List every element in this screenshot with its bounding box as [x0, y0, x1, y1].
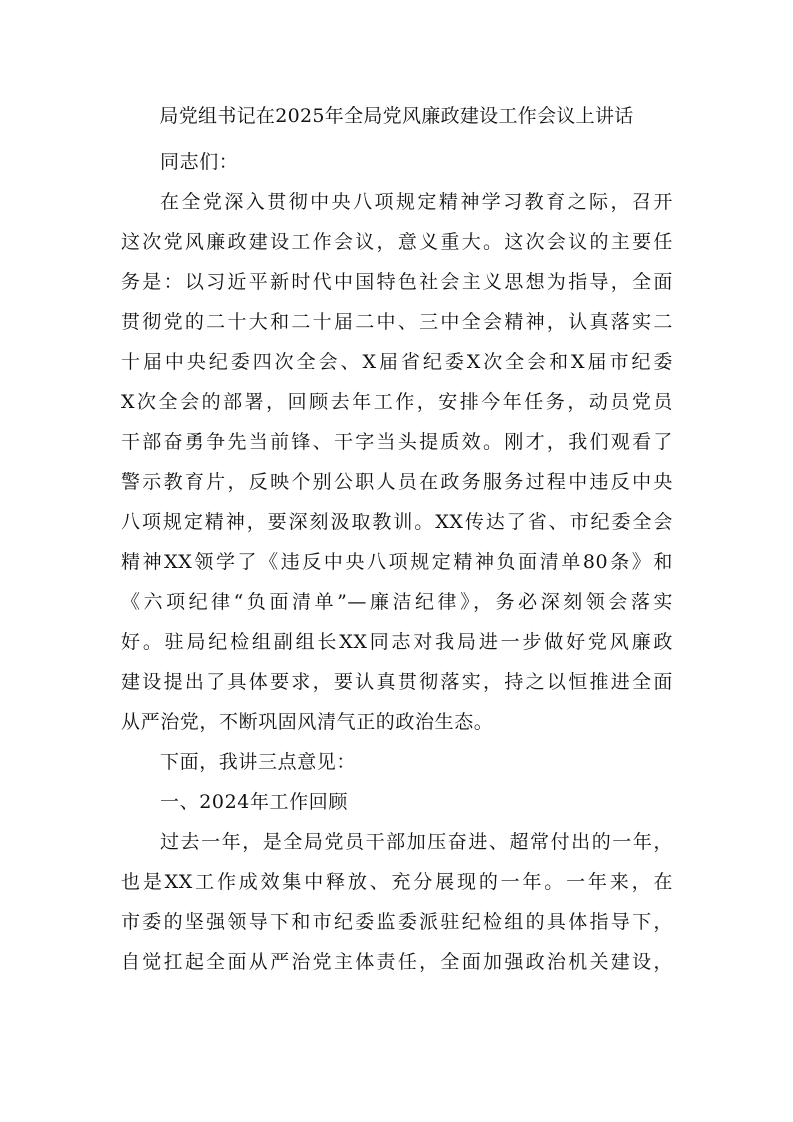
- paragraph-line: 从严治党，不断巩固风清气正的政治生态。: [121, 711, 494, 733]
- paragraph-line: 务是：以习近平新时代中国特色社会主义思想为指导，全面: [121, 271, 673, 293]
- paragraph-line: 警示教育片，反映个别公职人员在政务服务过程中违反中央: [121, 471, 673, 493]
- paragraph-line: 也是XX工作成效集中释放、充分展现的一年。一年来，在: [121, 871, 673, 893]
- paragraph-line: 精神XX领学了《违反中央八项规定精神负面清单80条》和: [121, 551, 673, 573]
- paragraph-line: 这次党风廉政建设工作会议，意义重大。这次会议的主要任: [121, 231, 673, 253]
- paragraph-line: 在全党深入贯彻中央八项规定精神学习教育之际，召开: [160, 191, 673, 213]
- paragraph-line: 干部奋勇争先当前锋、干字当头提质效。刚才，我们观看了: [121, 431, 673, 453]
- paragraph-line: 自觉扛起全面从严治党主体责任，全面加强政治机关建设，: [121, 951, 673, 973]
- paragraph-line: 过去一年，是全局党员干部加压奋进、超常付出的一年，: [160, 831, 673, 853]
- paragraph-line: X次全会的部署，回顾去年工作，安排今年任务，动员党员: [121, 391, 673, 413]
- paragraph-line: 市委的坚强领导下和市纪委监委派驻纪检组的具体指导下，: [121, 911, 673, 933]
- paragraph-line: 《六项纪律“负面清单”—廉洁纪律》，务必深刻领会落实: [121, 591, 673, 613]
- paragraph-line: 建设提出了具体要求，要认真贯彻落实，持之以恒推进全面: [121, 671, 673, 693]
- paragraph-line: 十届中央纪委四次全会、X届省纪委X次全会和X届市纪委: [121, 351, 673, 373]
- section-heading: 一、2024年工作回顾: [160, 791, 348, 813]
- paragraph-line: 好。驻局纪检组副组长XX同志对我局进一步做好党风廉政: [121, 631, 673, 653]
- paragraph-line: 下面，我讲三点意见：: [160, 751, 357, 773]
- document-title: 局党组书记在2025年全局党风廉政建设工作会议上讲话: [159, 105, 634, 127]
- salutation: 同志们：: [160, 151, 239, 173]
- paragraph-line: 贯彻党的二十大和二十届二中、三中全会精神，认真落实二: [121, 311, 673, 333]
- paragraph-line: 八项规定精神，要深刻汲取教训。XX传达了省、市纪委全会: [121, 511, 673, 533]
